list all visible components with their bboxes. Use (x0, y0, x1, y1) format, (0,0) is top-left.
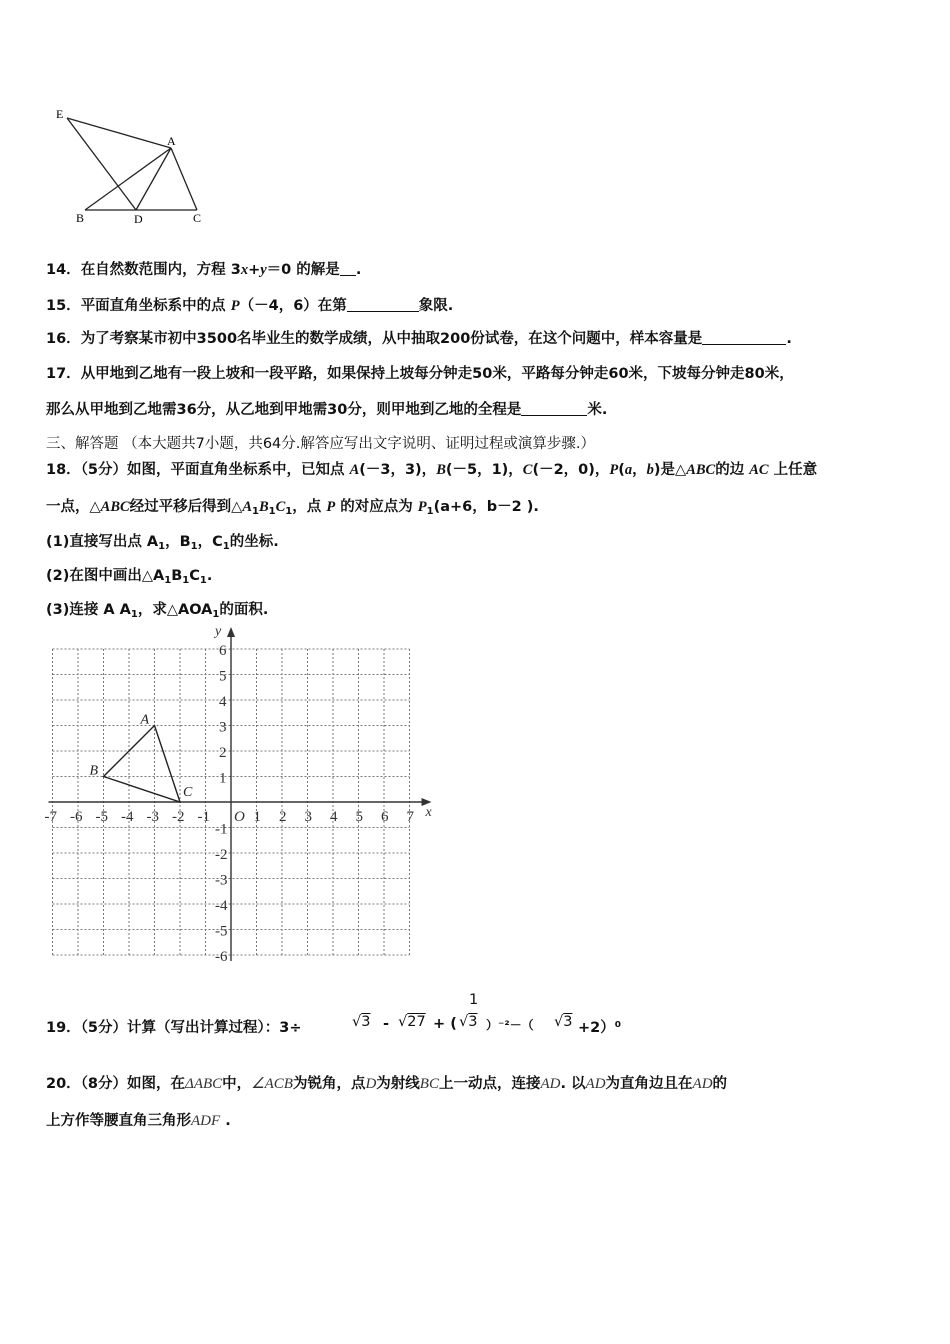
question-18-line1: 18．（5分）如图，平面直角坐标系中，已知点 A(－3，3)，B(－5，1)，C(－2，0)，P(a，b)是△ABC的边 AC 上任意 (46, 462, 818, 478)
question-15: 15．平面直角坐标系中的点 P（－4，6）在第 象限. (46, 298, 454, 314)
question-18-part1: (1)直接写出点 $A_1$，$B_1$，$C_1$的坐标. (46, 534, 279, 552)
question-17-line1: 17．从甲地到乙地有一段上坡和一段平路，如果保持上坡每分钟走50米，平路每分钟走60米，下坡每分钟走80米， (46, 366, 794, 382)
question-19: 19．（5分）计算（写出计算过程）：3÷ √3 - √27 + ( 1 √3 ）⁻²－（ √3 +2）⁰ (46, 992, 622, 1036)
x-axis-label: x (425, 805, 432, 820)
section-heading: 三、解答题 （本大题共7小题，共64分.解答应写出文字说明、证明过程或演算步骤.） (46, 436, 596, 452)
x-tick-label: 1 (253, 809, 261, 825)
y-tick-label: -2 (215, 847, 228, 863)
question-20-line2: 上方作等腰直角三角形ADF . (46, 1113, 231, 1129)
y-axis-arrow (227, 627, 235, 637)
y-tick-label: 2 (219, 745, 227, 761)
triangle-ABC (104, 726, 181, 803)
label-A: A (167, 134, 176, 148)
y-axis-label: y (215, 626, 222, 639)
fraction-denominator: √3 (459, 1014, 478, 1030)
coordinate-grid (40, 626, 440, 966)
x-tick-label: -2 (172, 809, 185, 825)
y-tick-label: -1 (215, 821, 228, 838)
y-tick-label: -3 (215, 872, 228, 889)
x-tick-label: -6 (70, 809, 83, 825)
x-tick-label: 7 (406, 809, 414, 825)
y-tick-label: -4 (215, 898, 228, 914)
question-17-line2: 那么从甲地到乙地需36分，从乙地到甲地需30分，则甲地到乙地的全程是 米. (46, 402, 608, 418)
x-tick-label: -3 (146, 809, 159, 825)
label-E: E (56, 107, 64, 121)
question-20-line1: 20．（8分）如图，在ΔABC中，∠ACB为锐角，点D为射线BC上一动点，连接AD. 以AD为直角边且在AD的 (46, 1076, 728, 1092)
y-tick-label: 4 (219, 694, 227, 710)
y-tick-label: 3 (219, 719, 227, 736)
question-16: 16．为了考察某市初中3500名毕业生的数学成绩，从中抽取200份试卷，在这个问题中，样本容量是 . (46, 331, 792, 347)
origin-label: O (234, 809, 245, 825)
answer-blank (340, 261, 356, 276)
answer-blank (347, 297, 419, 312)
y-tick-label: -5 (215, 923, 228, 940)
sqrt-3: √3 (352, 1014, 371, 1030)
x-tick-label: -1 (197, 809, 210, 825)
sqrt-27: √27 (398, 1014, 426, 1030)
point-C-label: C (183, 785, 193, 800)
x-tick-label: -5 (95, 809, 108, 825)
x-tick-label: 3 (304, 809, 312, 825)
label-C: C (193, 211, 202, 225)
x-tick-label: -4 (121, 809, 134, 825)
y-tick-label: 6 (219, 643, 227, 659)
question-18-part3: (3)连接 A $A_1$，求$\triangle AOA_1$的面积. (46, 602, 269, 620)
label-D: D (134, 212, 143, 226)
question-18-part2: (2)在图中画出$\triangle A_1B_1C_1$. (46, 568, 213, 586)
y-tick-label: -6 (215, 949, 228, 965)
answer-blank (521, 401, 587, 416)
x-tick-label: 2 (279, 809, 287, 825)
x-tick-label: 4 (330, 809, 338, 825)
question-18-line2: 一点，△ABC经过平移后得到$\triangle A_1B_1C_1$，点 P 的对应点为 $P_1(a+6$，b－2 ). (46, 499, 539, 517)
point-B-label: B (89, 763, 99, 779)
x-tick-label: 5 (355, 809, 363, 825)
fraction-numerator: 1 (469, 992, 479, 1008)
x-tick-label: 6 (381, 809, 389, 825)
y-tick-label: 1 (219, 770, 227, 787)
question-14: 14．在自然数范围内，方程 3x+y＝0 的解是 . (46, 262, 362, 278)
sqrt-3-b: √3 (554, 1014, 573, 1030)
x-tick-label: -7 (44, 809, 57, 825)
answer-blank (702, 330, 786, 345)
geometry-figure (50, 104, 220, 226)
y-tick-label: 5 (219, 668, 227, 685)
point-A-label: A (140, 712, 150, 728)
label-B: B (76, 211, 85, 225)
